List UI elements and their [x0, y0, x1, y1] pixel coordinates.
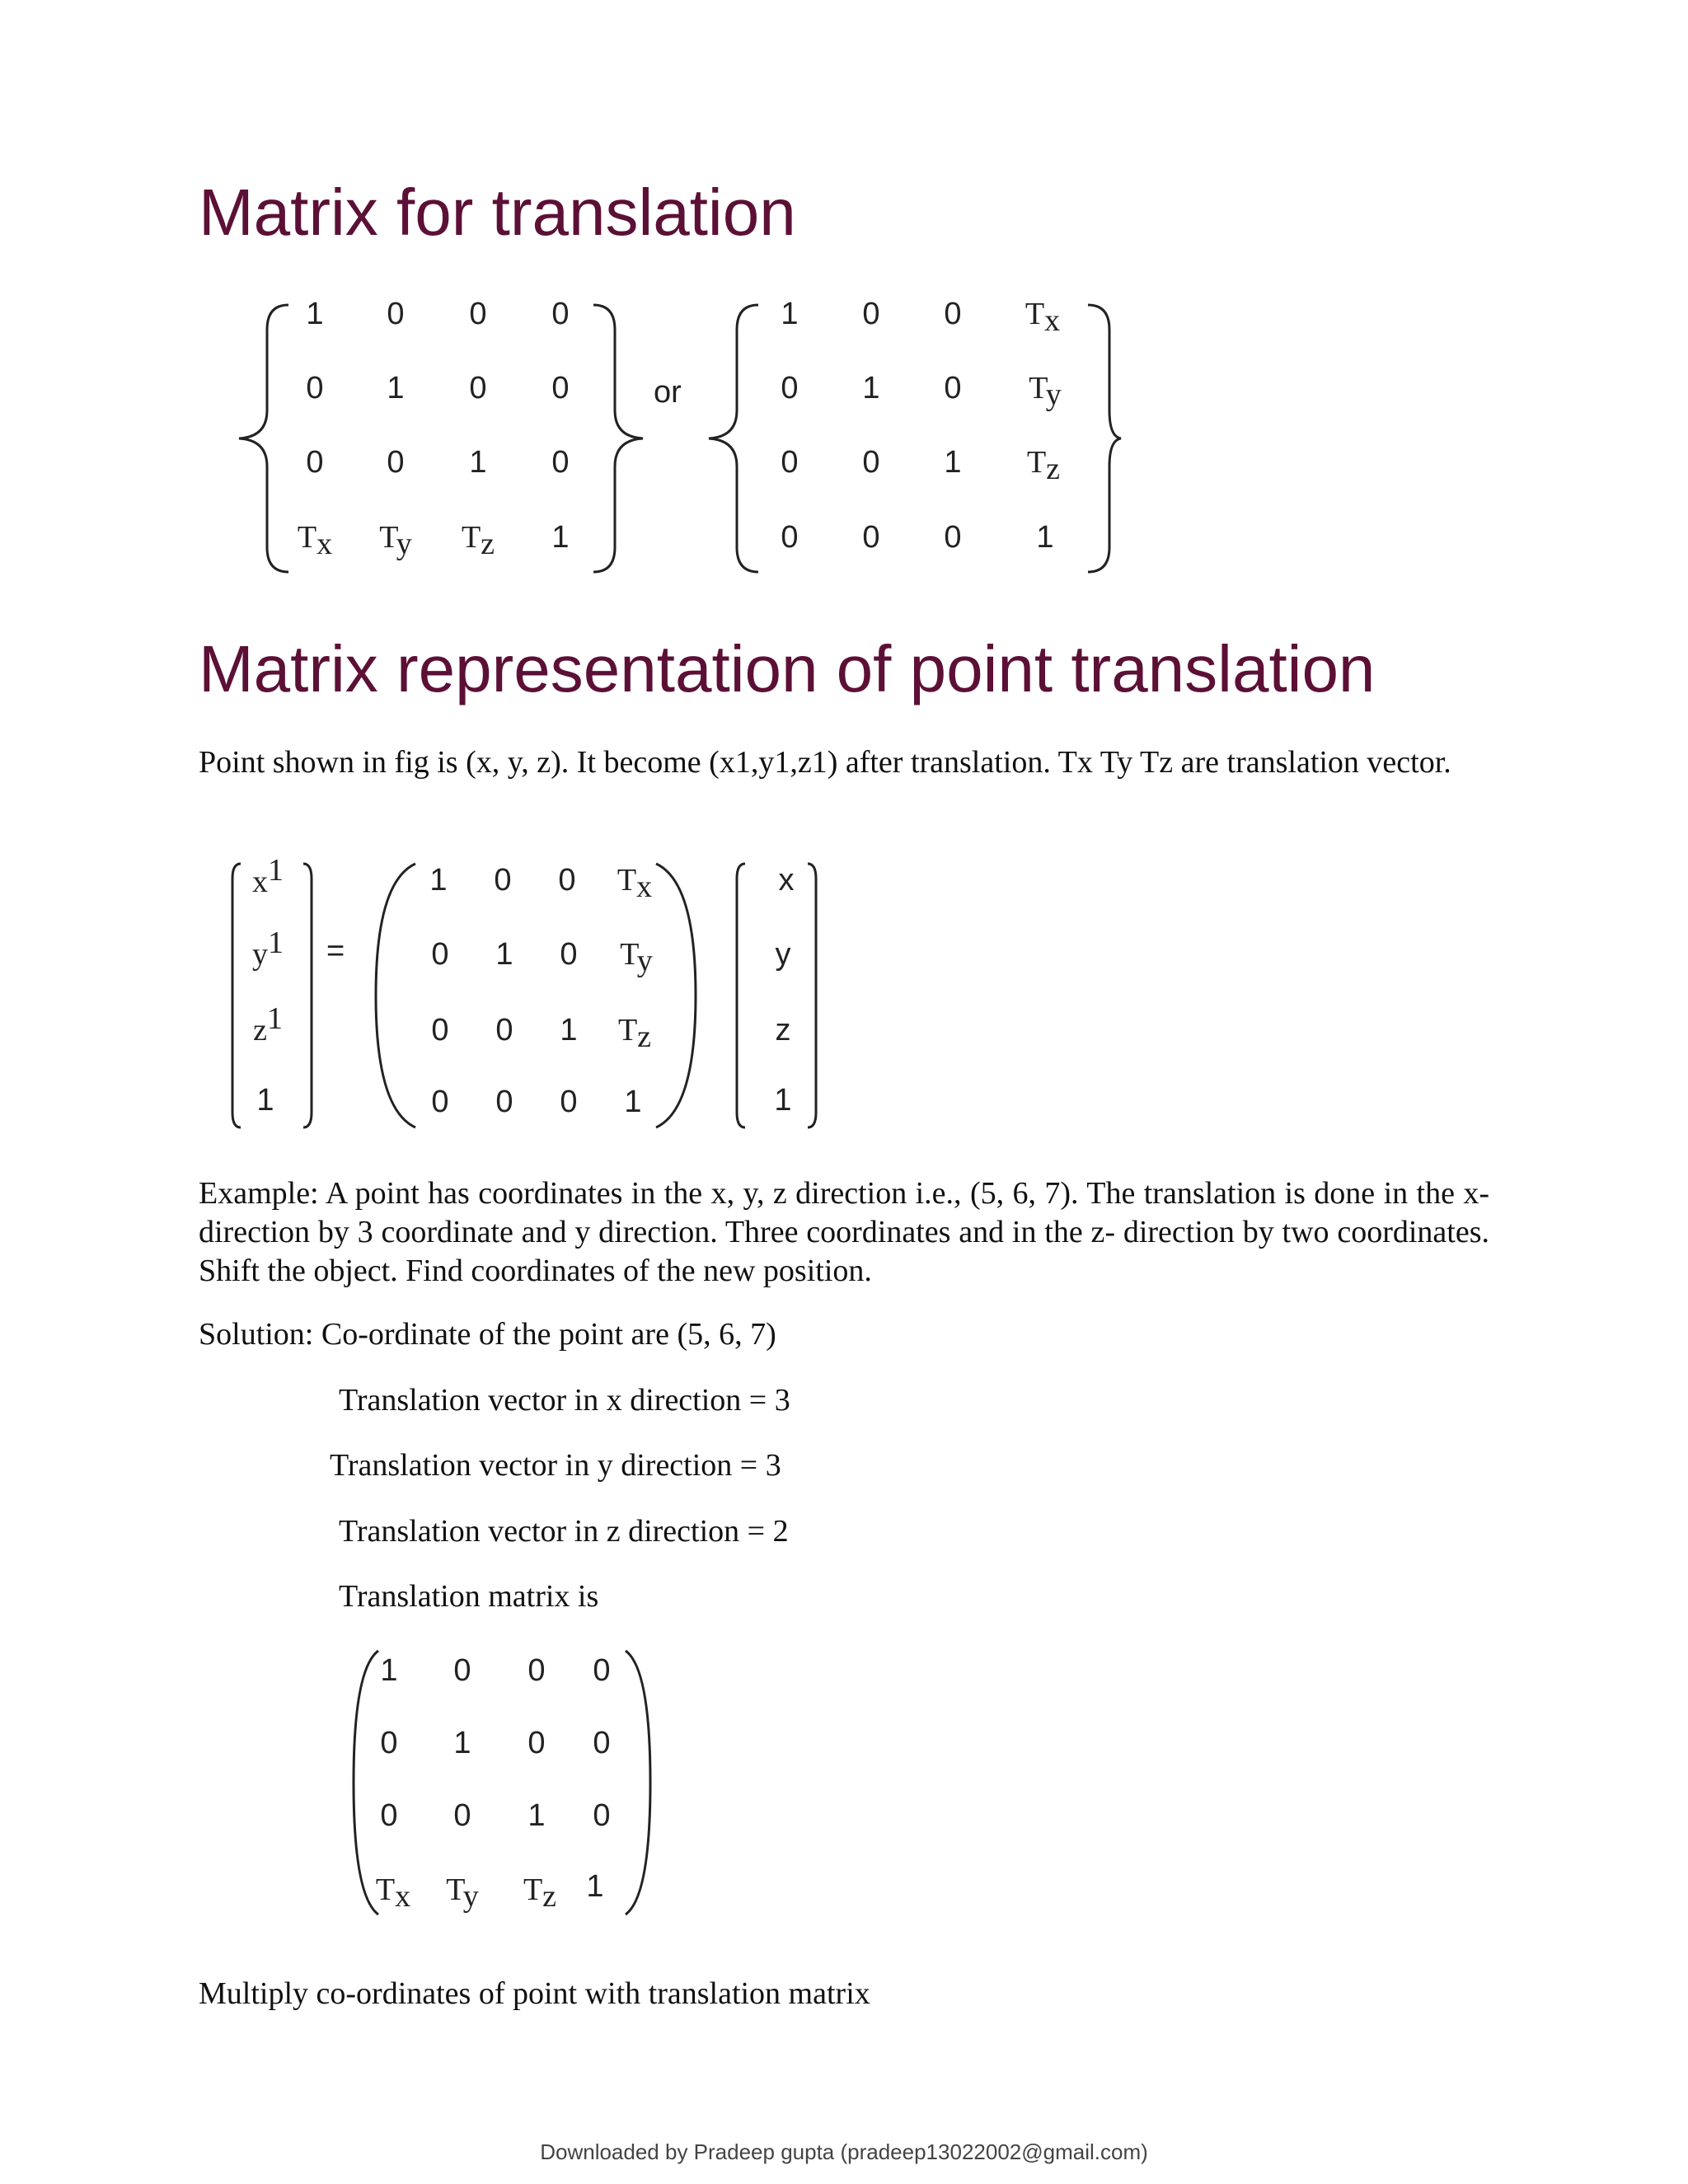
- cell: 0: [528, 1653, 546, 1688]
- vector-z-line: Translation vector in z direction = 2: [339, 1514, 789, 1549]
- cell: 0: [862, 297, 880, 331]
- translation-matrix-label: Translation matrix is: [339, 1579, 599, 1614]
- equals-sign: =: [326, 934, 345, 968]
- section-title-translation-matrix: Matrix for translation: [199, 176, 796, 249]
- or-label: or: [654, 375, 682, 410]
- right-paren: [656, 864, 696, 1127]
- left-paren: [354, 1651, 378, 1915]
- left-paren: [376, 864, 415, 1127]
- cell-z1: z1: [253, 1001, 283, 1047]
- right-brace: [593, 305, 643, 572]
- cell: 1: [256, 1083, 274, 1118]
- cell: 0: [380, 1726, 398, 1760]
- cell: 1: [469, 445, 487, 480]
- cell: 0: [560, 1085, 578, 1119]
- cell-tx: Tx: [375, 1872, 411, 1914]
- right-paren: [626, 1651, 650, 1915]
- cell: 0: [593, 1653, 611, 1688]
- example-translation-matrix: [342, 1644, 663, 1933]
- cell: 1: [380, 1653, 398, 1688]
- cell: 0: [528, 1726, 546, 1760]
- cell: 0: [431, 937, 449, 972]
- left-bracket: [232, 864, 241, 1127]
- cell-tx: Tx: [617, 863, 653, 904]
- cell: 1: [306, 297, 324, 331]
- cell: 0: [593, 1726, 611, 1760]
- cell-ty: Ty: [379, 520, 412, 561]
- cell: 0: [380, 1798, 398, 1833]
- intro-paragraph: Point shown in fig is (x, y, z). It become (x1,y1,z1) after translation. Tx Ty Tz are translation vector.: [199, 745, 1451, 780]
- cell: 0: [944, 371, 962, 405]
- cell: 0: [862, 445, 880, 480]
- translation-matrix-column-form: [717, 297, 1137, 581]
- cell: 1: [528, 1798, 546, 1833]
- cell: 0: [560, 937, 578, 972]
- cell: x: [778, 863, 795, 898]
- cell: 0: [944, 297, 962, 331]
- cell: 0: [551, 371, 570, 405]
- cell: 1: [429, 863, 448, 898]
- cell-tz: Tz: [1026, 445, 1061, 486]
- cell: 0: [494, 863, 512, 898]
- cell: 1: [624, 1085, 642, 1119]
- cell: 0: [469, 371, 487, 405]
- download-footer: Downloaded by Pradeep gupta (pradeep13022002@gmail.com): [540, 2139, 1148, 2164]
- cell: 0: [495, 1085, 513, 1119]
- cell: 1: [944, 445, 962, 480]
- cell: z: [775, 1013, 791, 1047]
- cell-tz: Tz: [523, 1872, 557, 1914]
- cell: 1: [551, 520, 570, 555]
- cell: 1: [560, 1013, 578, 1047]
- cell: 0: [387, 297, 405, 331]
- cell: 0: [431, 1085, 449, 1119]
- cell-x1: x1: [252, 853, 284, 899]
- cell: 0: [453, 1798, 471, 1833]
- transformation-matrix: [363, 857, 709, 1146]
- result-vector: [223, 853, 330, 1146]
- cell: 0: [387, 445, 405, 480]
- cell: 0: [469, 297, 487, 331]
- cell-tz: Tz: [461, 520, 495, 561]
- cell: y: [775, 937, 791, 972]
- cell-ty: Ty: [1029, 371, 1062, 412]
- cell: 0: [551, 297, 570, 331]
- cell: 0: [944, 520, 962, 555]
- cell: 1: [1036, 520, 1054, 555]
- cell: 1: [387, 371, 405, 405]
- right-brace: [1088, 305, 1121, 572]
- left-bracket: [737, 864, 745, 1127]
- vector-y-line: Translation vector in y direction = 3: [330, 1448, 781, 1483]
- solution-line: Solution: Co-ordinate of the point are (5, 6, 7): [199, 1317, 776, 1352]
- cell-ty: Ty: [620, 937, 653, 978]
- cell: 0: [551, 445, 570, 480]
- multiply-line: Multiply co-ordinates of point with translation matrix: [199, 1976, 870, 2011]
- cell: 1: [586, 1869, 604, 1904]
- cell: 0: [306, 371, 324, 405]
- cell: 0: [862, 520, 880, 555]
- left-brace: [709, 305, 758, 572]
- cell-tz: Tz: [617, 1013, 652, 1054]
- point-vector: [725, 857, 832, 1146]
- cell: 0: [781, 520, 799, 555]
- section-title-point-translation: Matrix representation of point translation: [199, 632, 1376, 705]
- cell: 1: [862, 371, 880, 405]
- cell: 1: [453, 1726, 471, 1760]
- cell: 0: [495, 1013, 513, 1047]
- translation-matrix-row-form: [231, 297, 659, 581]
- cell-tx: Tx: [297, 520, 333, 561]
- right-bracket: [808, 864, 816, 1127]
- cell-ty: Ty: [446, 1872, 479, 1914]
- cell: 0: [558, 863, 576, 898]
- cell: 0: [781, 445, 799, 480]
- cell: 1: [495, 937, 513, 972]
- cell: 0: [781, 371, 799, 405]
- cell: 1: [774, 1083, 792, 1118]
- cell: 0: [593, 1798, 611, 1833]
- cell: 0: [306, 445, 324, 480]
- left-brace: [239, 305, 288, 572]
- cell-tx: Tx: [1025, 297, 1061, 338]
- example-paragraph: Example: A point has coordinates in the x, y, z direction i.e., (5, 6, 7). The translation is done in the x-direction by 3 coordinate and y direction. Three coordinates and in the z- direction by two coordinates. Shift the object. Find coordinates of the new position.: [199, 1176, 1489, 1288]
- right-bracket: [303, 864, 312, 1127]
- cell: 1: [781, 297, 799, 331]
- cell: 0: [453, 1653, 471, 1688]
- cell-y1: y1: [252, 926, 284, 972]
- cell: 0: [431, 1013, 449, 1047]
- vector-x-line: Translation vector in x direction = 3: [339, 1383, 790, 1418]
